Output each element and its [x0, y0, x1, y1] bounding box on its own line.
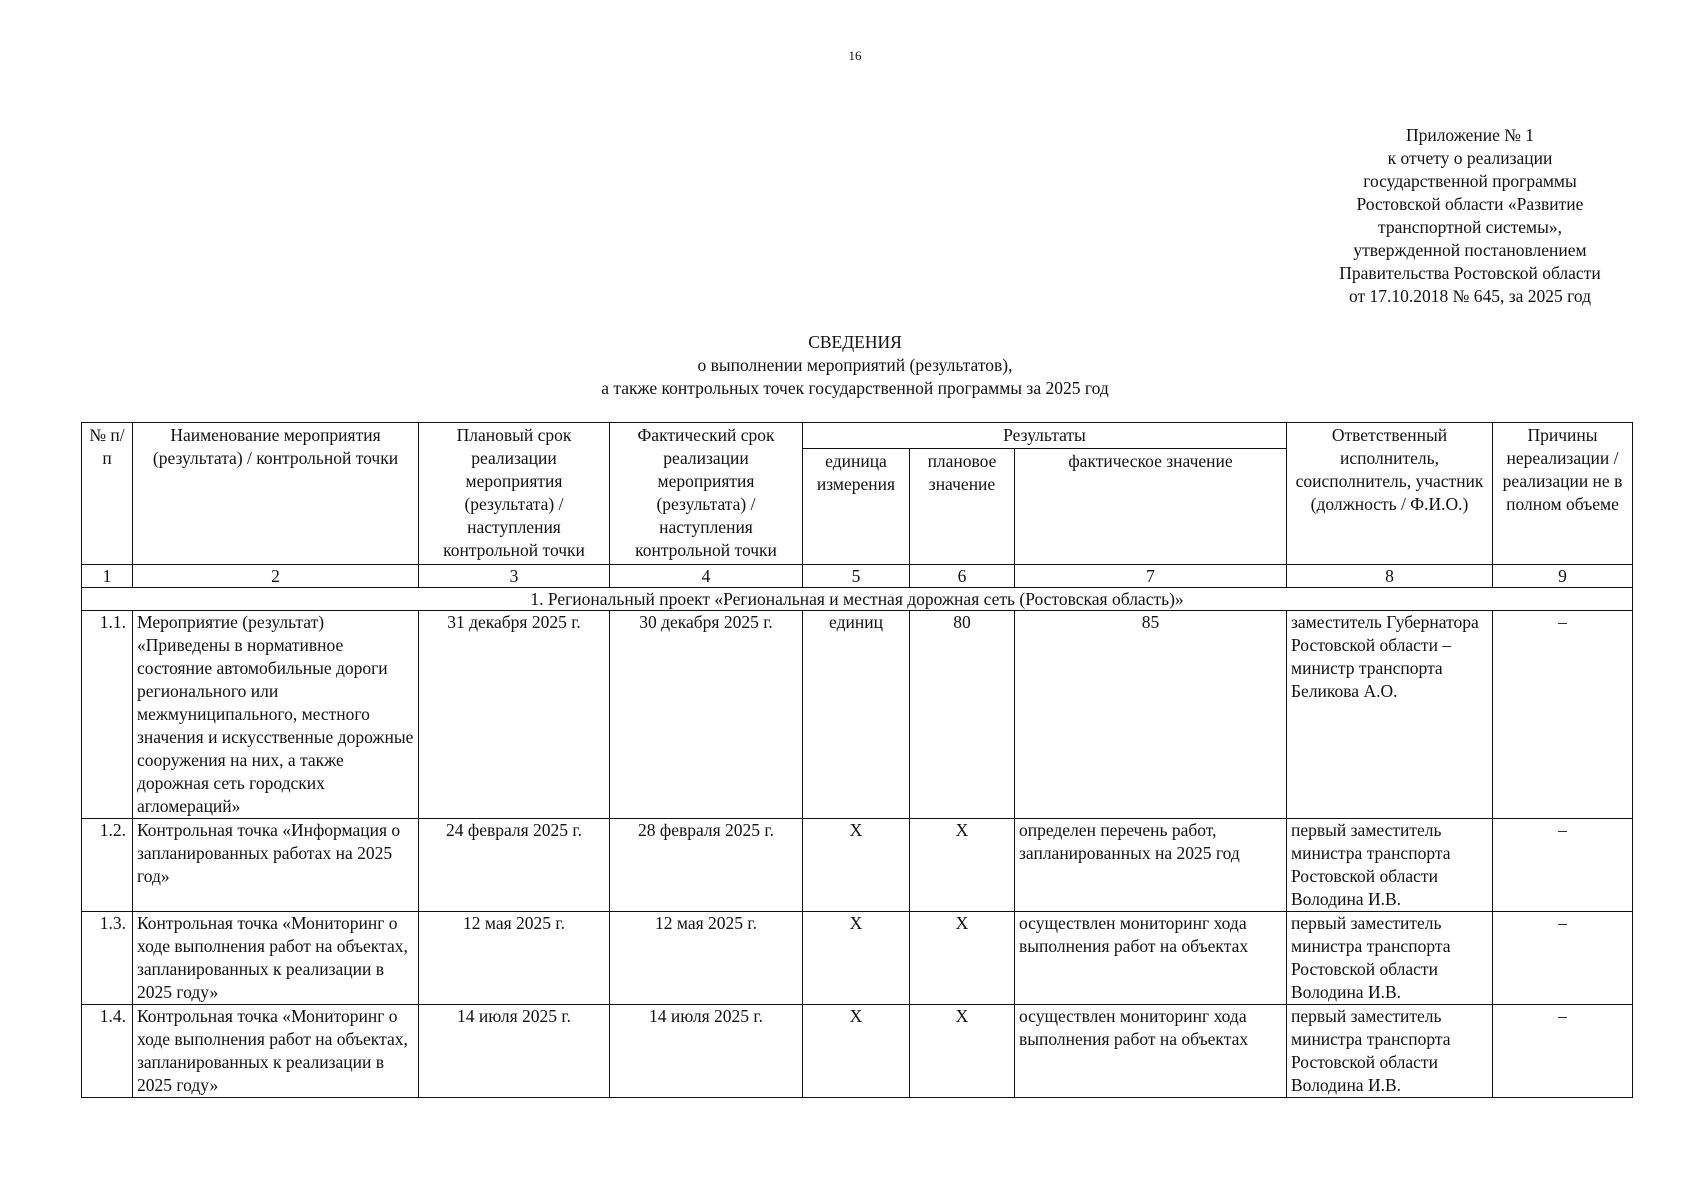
- header-unit: единица измерения: [803, 449, 910, 565]
- row-actual-date: 14 июля 2025 г.: [610, 1005, 803, 1098]
- row-unit: Х: [803, 819, 910, 912]
- column-index: 4: [610, 565, 803, 588]
- header-planned-value: плановое значение: [910, 449, 1015, 565]
- table-row: [82, 819, 1633, 912]
- column-index-row: [82, 565, 1633, 588]
- appendix-note: [1310, 124, 1630, 308]
- row-planned-date: 12 мая 2025 г.: [419, 912, 610, 1005]
- header-responsible: Ответственный исполнитель, соисполнитель, участник (должность / Ф.И.О.): [1287, 423, 1493, 565]
- section-title: 1. Региональный проект «Региональная и местная дорожная сеть (Ростовская область)»: [82, 588, 1633, 611]
- appendix-line: Правительства Ростовской области: [1339, 263, 1601, 283]
- row-actual-date: 28 февраля 2025 г.: [610, 819, 803, 912]
- row-num: 1.3.: [82, 912, 133, 1005]
- document-title: СВЕДЕНИЯ: [808, 332, 902, 352]
- column-index: 2: [133, 565, 419, 588]
- row-planned-date: 24 февраля 2025 г.: [419, 819, 610, 912]
- table-header-row: [82, 423, 1633, 449]
- row-responsible: первый заместитель министра транспорта Ростовской области Володина И.В.: [1287, 1005, 1493, 1098]
- header-actual-value: фактическое значение: [1015, 449, 1287, 565]
- header-reasons: Причины нереализации / реализации не в полном объеме: [1493, 423, 1633, 565]
- column-index: 1: [82, 565, 133, 588]
- column-index: 6: [910, 565, 1015, 588]
- appendix-line: к отчету о реализации: [1387, 148, 1553, 168]
- column-index: 3: [419, 565, 610, 588]
- header-num: № п/п: [82, 423, 133, 565]
- row-actual-date: 12 мая 2025 г.: [610, 912, 803, 1005]
- row-num: 1.4.: [82, 1005, 133, 1098]
- row-name: Контрольная точка «Мониторинг о ходе выполнения работ на объектах, запланированных к реализации в 2025 году»: [133, 1005, 419, 1098]
- row-actual-date: 30 декабря 2025 г.: [610, 611, 803, 819]
- row-planned-date: 31 декабря 2025 г.: [419, 611, 610, 819]
- section-row: [82, 588, 1633, 611]
- row-name: Контрольная точка «Мониторинг о ходе выполнения работ на объектах, запланированных к реализации в 2025 году»: [133, 912, 419, 1005]
- appendix-line: Ростовской области «Развитие: [1356, 194, 1584, 214]
- row-unit: Х: [803, 1005, 910, 1098]
- table-row: [82, 1005, 1633, 1098]
- row-reasons: –: [1493, 819, 1633, 912]
- row-unit: единиц: [803, 611, 910, 819]
- appendix-line: утвержденной постановлением: [1353, 240, 1587, 260]
- header-planned-date: Плановый срок реализации мероприятия (результата) / наступления контрольной точки: [419, 423, 610, 565]
- row-name: Контрольная точка «Информация о запланированных работах на 2025 год»: [133, 819, 419, 912]
- appendix-line: государственной программы: [1363, 171, 1577, 191]
- row-actual-value: 85: [1015, 611, 1287, 819]
- row-num: 1.1.: [82, 611, 133, 819]
- document-heading: [0, 331, 1698, 400]
- report-table: [81, 422, 1633, 1098]
- row-responsible: заместитель Губернатора Ростовской области – министр транспорта Беликова А.О.: [1287, 611, 1493, 819]
- row-planned-value: Х: [910, 819, 1015, 912]
- column-index: 5: [803, 565, 910, 588]
- row-responsible: первый заместитель министра транспорта Ростовской области Володина И.В.: [1287, 912, 1493, 1005]
- column-index: 8: [1287, 565, 1493, 588]
- row-planned-value: Х: [910, 912, 1015, 1005]
- row-responsible: первый заместитель министра транспорта Ростовской области Володина И.В.: [1287, 819, 1493, 912]
- column-index: 7: [1015, 565, 1287, 588]
- row-reasons: –: [1493, 912, 1633, 1005]
- row-planned-value: Х: [910, 1005, 1015, 1098]
- header-actual-date: Фактический срок реализации мероприятия (результата) / наступления контрольной точки: [610, 423, 803, 565]
- row-actual-value: осуществлен мониторинг хода выполнения работ на объектах: [1015, 1005, 1287, 1098]
- table-row: [82, 912, 1633, 1005]
- row-actual-value: определен перечень работ, запланированных на 2025 год: [1015, 819, 1287, 912]
- row-name: Мероприятие (результат) «Приведены в нормативное состояние автомобильные дороги регионального или межмуниципального, местного значения и искусственные дорожные сооружения на них, а также дорожная сеть городских агломераций»: [133, 611, 419, 819]
- row-planned-date: 14 июля 2025 г.: [419, 1005, 610, 1098]
- table-row: [82, 611, 1633, 819]
- row-actual-value: осуществлен мониторинг хода выполнения работ на объектах: [1015, 912, 1287, 1005]
- column-index: 9: [1493, 565, 1633, 588]
- document-subtitle: о выполнении мероприятий (результатов),: [697, 355, 1013, 375]
- row-reasons: –: [1493, 611, 1633, 819]
- row-unit: Х: [803, 912, 910, 1005]
- row-planned-value: 80: [910, 611, 1015, 819]
- appendix-line: от 17.10.2018 № 645, за 2025 год: [1348, 286, 1592, 306]
- document-subtitle: а также контрольных точек государственной программы за 2025 год: [601, 378, 1109, 398]
- page-number: 16: [848, 48, 862, 63]
- row-reasons: –: [1493, 1005, 1633, 1098]
- appendix-line: транспортной системы»,: [1378, 217, 1562, 237]
- row-num: 1.2.: [82, 819, 133, 912]
- appendix-line: Приложение № 1: [1405, 125, 1535, 145]
- header-results: Результаты: [803, 423, 1287, 449]
- header-name: Наименование мероприятия (результата) / контрольной точки: [133, 423, 419, 565]
